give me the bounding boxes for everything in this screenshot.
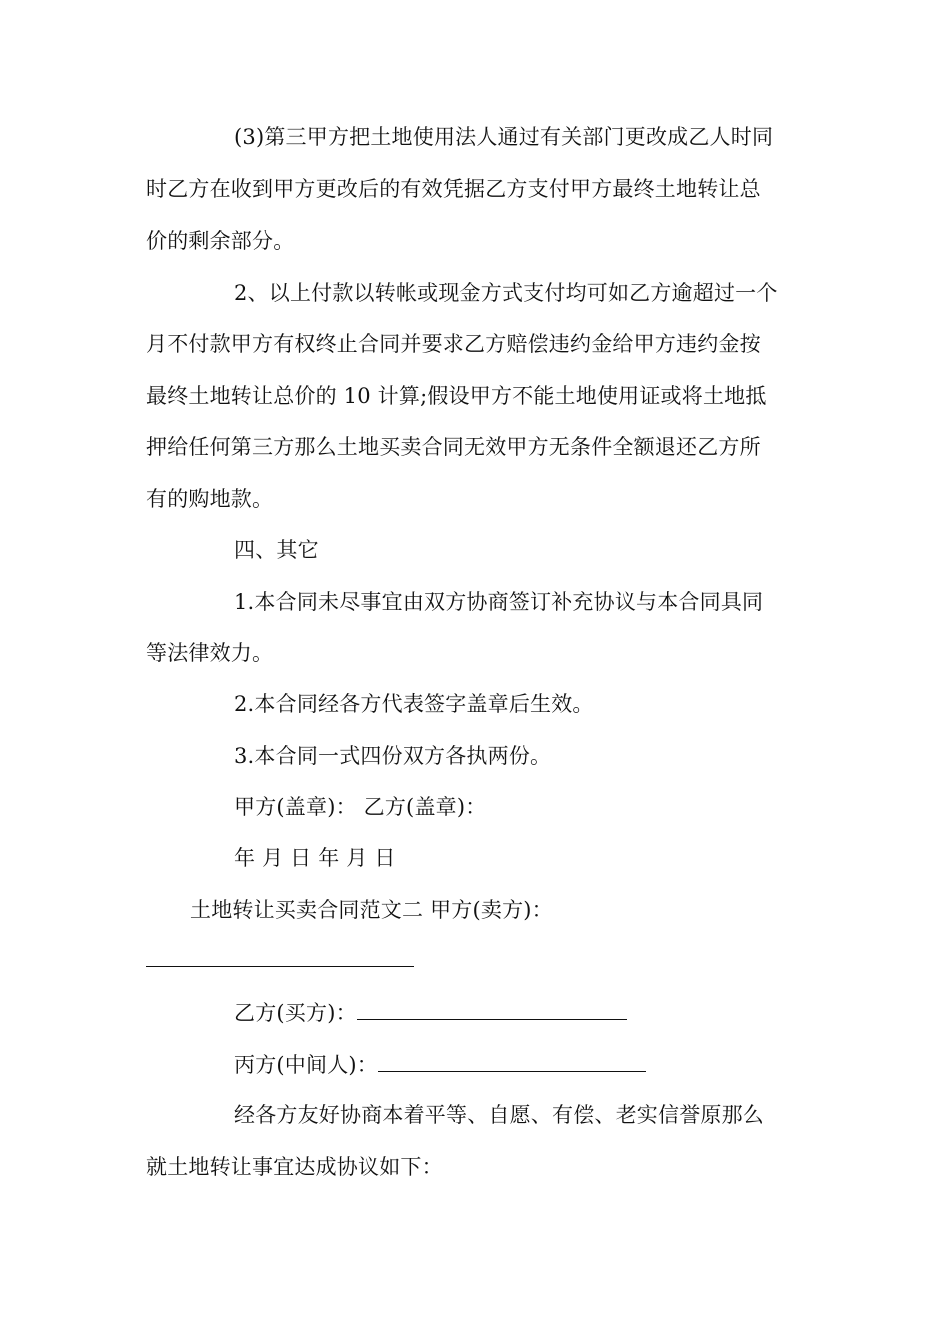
paragraph-line-4: 2、以上付款以转帐或现金方式支付均可如乙方逾超过一个 <box>234 281 778 305</box>
second-contract-title: 土地转让买卖合同范文二 甲方(卖方)： <box>190 898 553 922</box>
paragraph-line-19: 经各方友好协商本着平等、自愿、有偿、老实信誉原那么 <box>234 1103 764 1127</box>
party-b-label: 乙方(买方)： <box>234 1001 357 1025</box>
paragraph-line-5: 月不付款甲方有权终止合同并要求乙方赔偿违约金给甲方违约金按 <box>146 332 761 356</box>
blank-signature-line <box>146 966 414 967</box>
paragraph-line-8: 有的购地款。 <box>146 487 274 511</box>
paragraph-line-11: 等法律效力。 <box>146 641 274 665</box>
party-b-line <box>234 997 627 1027</box>
paragraph-line-7: 押给任何第三方那么土地买卖合同无效甲方无条件全额退还乙方所 <box>146 435 761 459</box>
party-b-blank <box>357 997 627 1020</box>
party-c-label: 丙方(中间人)： <box>234 1053 378 1077</box>
party-c-line <box>234 1049 646 1079</box>
paragraph-line-10: 1.本合同未尽事宜由双方协商签订补充协议与本合同具同 <box>234 590 764 614</box>
section-heading: 四、其它 <box>234 538 319 562</box>
party-c-blank <box>378 1049 646 1072</box>
paragraph-line-13: 3.本合同一式四份双方各执两份。 <box>234 744 552 768</box>
paragraph-line-2: 时乙方在收到甲方更改后的有效凭据乙方支付甲方最终土地转让总 <box>146 177 761 201</box>
paragraph-line-1: (3)第三甲方把土地使用法人通过有关部门更改成乙人时同 <box>234 125 774 149</box>
signature-labels: 甲方(盖章)： 乙方(盖章)： <box>234 795 487 819</box>
date-line: 年 月 日 年 月 日 <box>234 846 396 870</box>
paragraph-line-6: 最终土地转让总价的 10 计算;假设甲方不能土地使用证或将土地抵 <box>146 384 767 408</box>
paragraph-line-3: 价的剩余部分。 <box>146 229 295 253</box>
paragraph-line-12: 2.本合同经各方代表签字盖章后生效。 <box>234 692 594 716</box>
paragraph-line-20: 就土地转让事宜达成协议如下： <box>146 1155 443 1179</box>
